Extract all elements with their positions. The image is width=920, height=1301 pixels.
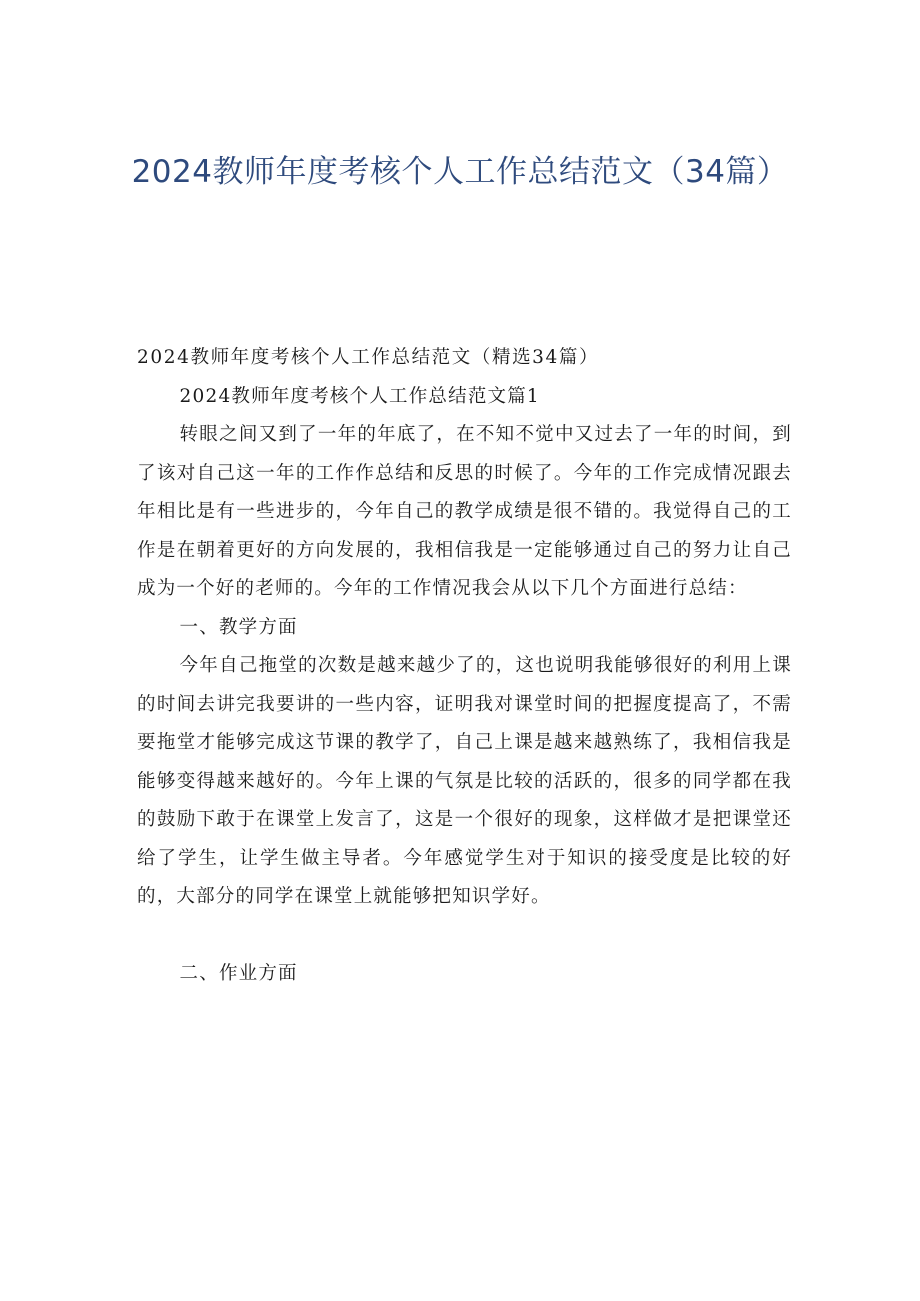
document-subtitle: 2024教师年度考核个人工作总结范文（精选34篇） — [137, 347, 600, 368]
document-body — [137, 339, 792, 993]
section-heading-teaching: 一、教学方面 — [179, 616, 298, 638]
paragraph-spacer — [137, 917, 792, 955]
document-title: 2024教师年度考核个人工作总结范文（34篇） — [131, 154, 789, 190]
section-heading-homework: 二、作业方面 — [179, 962, 298, 984]
paragraph-intro: 转眼之间又到了一年的年底了，在不知不觉中又过去了一年的时间，到了该对自己这一年的工作作总结和反思的时候了。今年的工作完成情况跟去年相比是有一些进步的，今年自己的教学成绩是很不错的。我觉得自己的工作是在朝着更好的方向发展的，我相信我是一定能够通过自己的努力让自己成为一个好的老师的。今年的工作情况我会从以下几个方面进行总结： — [137, 424, 792, 599]
paragraph-teaching: 今年自己拖堂的次数是越来越少了的，这也说明我能够很好的利用上课的时间去讲完我要讲的一些内容，证明我对课堂时间的把握度提高了，不需要拖堂才能够完成这节课的教学了，自己上课是越来越熟练了，我相信我是能够变得越来越好的。今年上课的气氛是比较的活跃的，很多的同学都在我的鼓励下敢于在课堂上发言了，这是一个很好的现象，这样做才是把课堂还给了学生，让学生做主导者。今年感觉学生对于知识的接受度是比较的好的，大部分的同学在课堂上就能够把知识学好。 — [137, 655, 792, 907]
article-heading: 2024教师年度考核个人工作总结范文篇1 — [179, 385, 540, 407]
